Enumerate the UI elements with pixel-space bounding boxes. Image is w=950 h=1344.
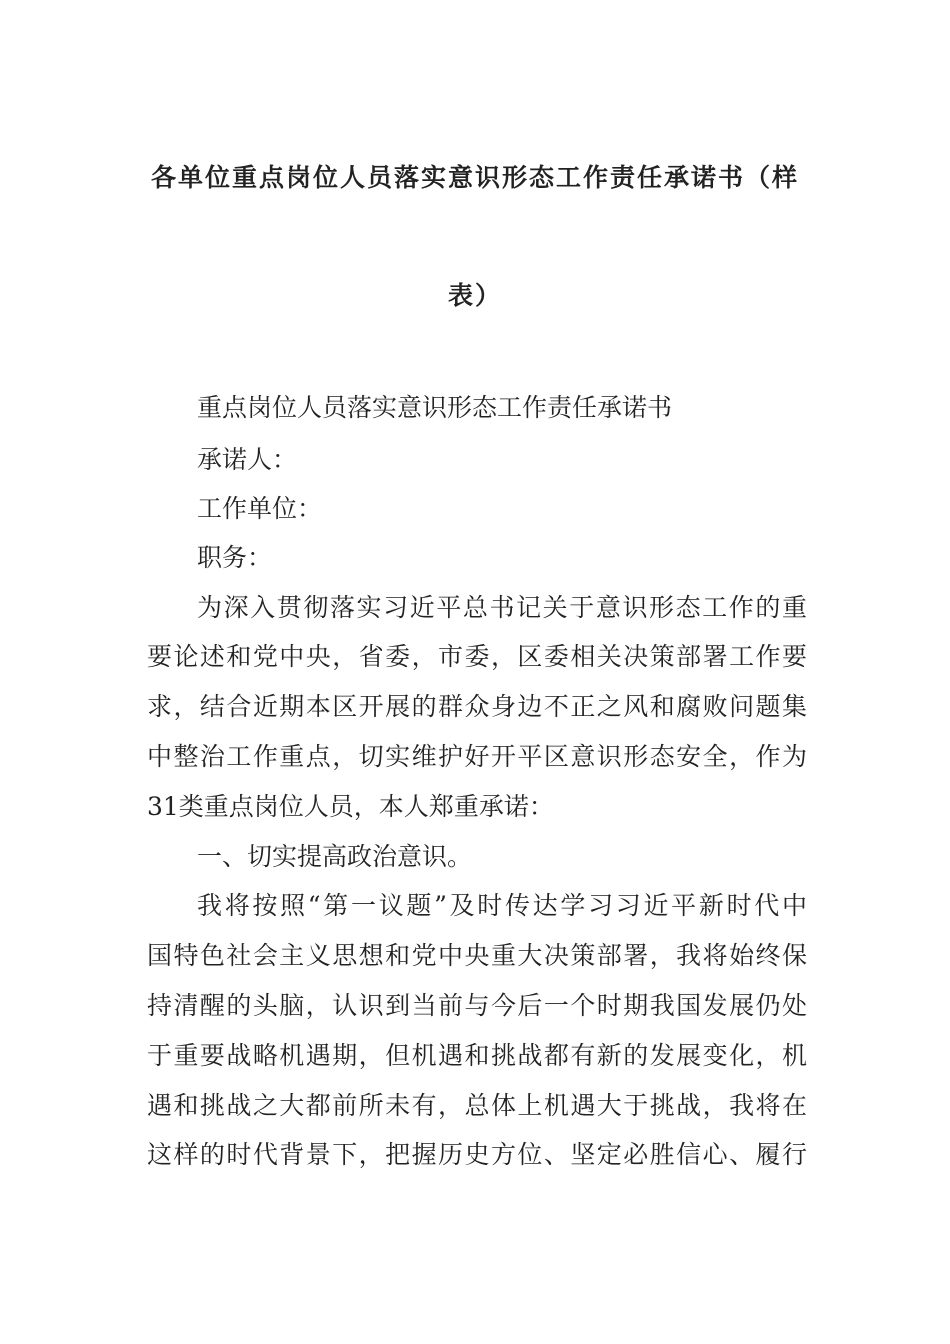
section-heading-1: 一、切实提高政治意识。 [197,842,473,871]
promisor-label: 承诺人： [197,445,298,474]
paragraph-1-line: 求，结合近期本区开展的群众身边不正之风和腐败问题集 [147,692,807,721]
paragraph-1-line: 中整治工作重点，切实维护好开平区意识形态安全，作为 [147,742,807,771]
paragraph-2-line: 持清醒的头脑，认识到当前与今后一个时期我国发展仍处 [147,991,807,1020]
paragraph-2-line: 我将按照“第一议题”及时传达学习习近平新时代中 [197,891,807,920]
paragraph-1-line: 要论述和党中央，省委，市委，区委相关决策部署工作要 [147,642,807,671]
paragraph-2-line: 这样的时代背景下，把握历史方位、坚定必胜信心、履行 [147,1140,807,1169]
paragraph-2-line: 国特色社会主义思想和党中央重大决策部署，我将始终保 [147,941,807,970]
position-label: 职务： [197,543,273,572]
document-title-line-1: 各单位重点岗位人员落实意识形态工作责任承诺书（样 [150,163,799,192]
paragraph-2-line: 遇和挑战之大都前所未有，总体上机遇大于挑战，我将在 [147,1091,807,1120]
document-title-line-2: 表） [447,281,502,310]
paragraph-2-line: 于重要战略机遇期，但机遇和挑战都有新的发展变化，机 [147,1041,807,1070]
commitment-subtitle: 重点岗位人员落实意识形态工作责任承诺书 [197,393,673,422]
paragraph-1-line: 为深入贯彻落实习近平总书记关于意识形态工作的重 [197,593,807,622]
work-unit-label: 工作单位： [197,494,323,523]
paragraph-1-line: 31类重点岗位人员，本人郑重承诺： [147,792,554,821]
